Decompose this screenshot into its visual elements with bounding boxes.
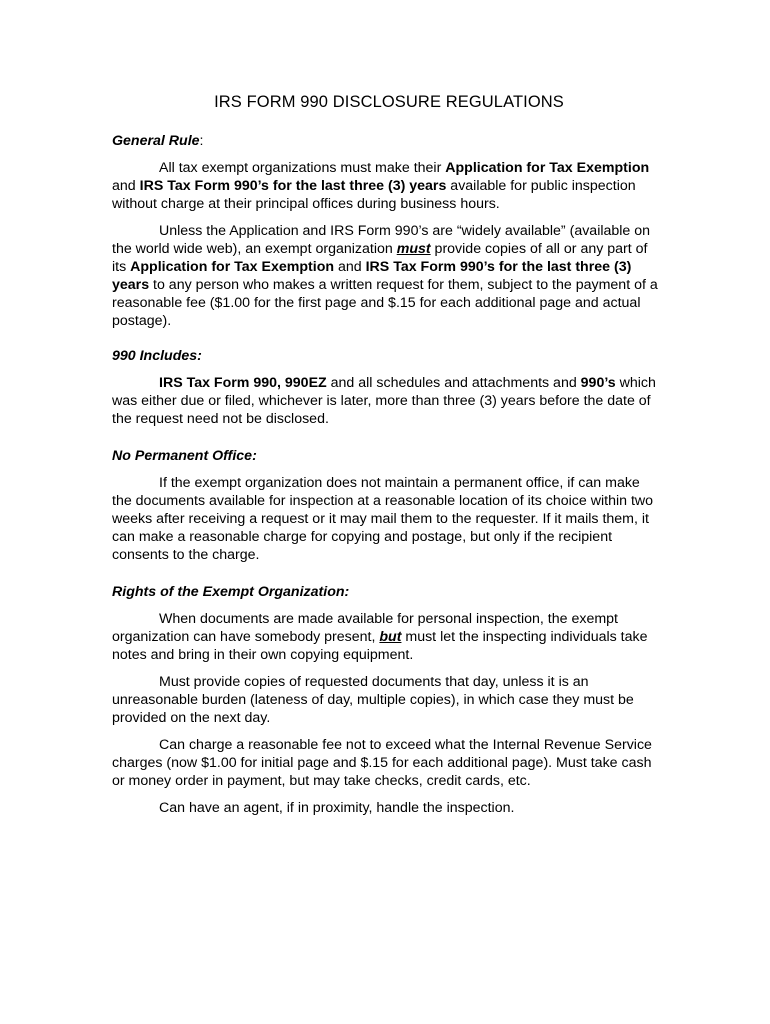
no-office-section bbox=[112, 447, 660, 564]
text-run: must let the inspecting individuals take notes and bring in their own copying equipment. bbox=[112, 629, 648, 663]
includes-paragraph-1 bbox=[112, 374, 660, 428]
document-page bbox=[112, 93, 660, 836]
bold-run: IRS Tax Form 990, 990EZ bbox=[159, 375, 327, 391]
rights-paragraph-4: Can have an agent, if in proximity, handle the inspection. bbox=[159, 800, 515, 816]
no-office-heading: No Permanent Office: bbox=[112, 448, 257, 464]
includes-section bbox=[112, 347, 660, 428]
general-rule-heading-colon: : bbox=[199, 133, 204, 149]
bold-run: 990’s bbox=[580, 375, 616, 391]
document-title: IRS FORM 990 DISCLOSURE REGULATIONS bbox=[214, 93, 564, 111]
general-rule-paragraph-1 bbox=[112, 159, 660, 213]
bold-run: Application for Tax Exemption bbox=[445, 160, 650, 176]
general-rule-section bbox=[112, 132, 660, 330]
text-run: available for public inspection without charge at their principal offices during business hours. bbox=[112, 178, 636, 212]
text-run: provide copies of all or any part of its bbox=[112, 241, 648, 275]
text-run: All tax exempt organizations must make their bbox=[159, 160, 446, 176]
rights-heading: Rights of the Exempt Organization: bbox=[112, 584, 350, 600]
text-run: Unless the Application and IRS Form 990’s are “widely available” (available on the world wide web), an exempt organization bbox=[112, 223, 651, 257]
bold-run: IRS Tax Form 990’s for the last three (3) years bbox=[112, 259, 632, 293]
general-rule-heading-text: General Rule bbox=[112, 133, 200, 149]
emphasis-run: must bbox=[396, 241, 431, 257]
rights-paragraph-3: Can charge a reasonable fee not to exceed what the Internal Revenue Service charges (now $1.00 for initial page and $.15 for each additional page). Must take cash or money order in payment, but may take checks, credit cards, etc. bbox=[112, 737, 652, 789]
text-run: and bbox=[334, 259, 366, 275]
includes-heading: 990 Includes: bbox=[112, 348, 202, 364]
bold-run: IRS Tax Form 990’s for the last three (3) years bbox=[139, 178, 447, 194]
rights-paragraph-2: Must provide copies of requested documents that day, unless it is an unreasonable burden (lateness of day, multiple copies), in which case they must be provided on the next day. bbox=[112, 674, 634, 726]
emphasis-run: but bbox=[379, 629, 402, 645]
general-rule-paragraph-2 bbox=[112, 222, 660, 330]
general-rule-heading bbox=[112, 132, 660, 150]
text-run: and all schedules and attachments and bbox=[326, 375, 581, 391]
bold-run: Application for Tax Exemption bbox=[130, 259, 335, 275]
no-office-paragraph-1: If the exempt organization does not maintain a permanent office, if can make the documents available for inspection at a reasonable location of its choice within two weeks after receiving a request or it may mail them to the requester. If it mails them, it can make a reasonable charge for copying and postage, but only if the recipient consents to the charge. bbox=[112, 475, 654, 563]
text-run: and bbox=[112, 178, 140, 194]
rights-section bbox=[112, 583, 660, 817]
text-run: When documents are made available for personal inspection, the exempt organization can have somebody present, bbox=[112, 611, 618, 645]
text-run: to any person who makes a written request for them, subject to the payment of a reasonable fee ($1.00 for the first page and $.15 for each additional page and actual postage). bbox=[112, 277, 658, 329]
rights-paragraph-1 bbox=[112, 610, 660, 664]
text-run: which was either due or filed, whichever is later, more than three (3) years before the date of the request need not be disclosed. bbox=[112, 375, 656, 427]
